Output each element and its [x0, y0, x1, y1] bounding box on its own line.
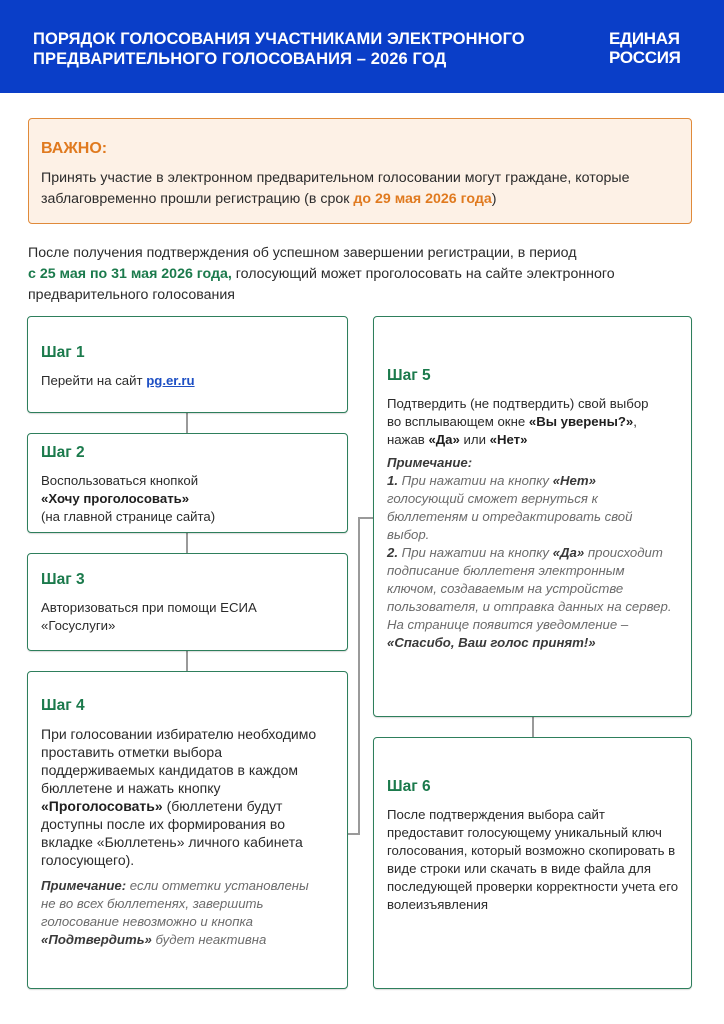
step-1-description: Перейти на сайт	[41, 373, 147, 388]
step-2-text	[41, 472, 331, 526]
step-5-confirmation-message: «Спасибо, Ваш голос принят!»	[387, 635, 596, 650]
step-5-note-2-after: происходит подписание бюллетеня электронным ключом, создаваемым на устройстве пользователя, и отправка данных на сервер. На странице появится уведомление –	[387, 545, 672, 632]
step-5-note-2-number: 2.	[387, 545, 398, 560]
step-1-card	[27, 316, 348, 413]
step-4-note-before: если отметки установлены не во всех бюллетенях, завершить голосование невозможно и кнопка	[41, 878, 309, 929]
page-title-line2: ПРЕДВАРИТЕЛЬНОГО ГОЛОСОВАНИЯ – 2026 ГОД	[33, 50, 447, 68]
step-5-no: «Нет»	[489, 432, 528, 447]
step-4-note-label: Примечание:	[41, 878, 127, 893]
step-5-note-1-button: «Нет»	[552, 473, 596, 488]
important-text	[41, 168, 681, 210]
step-4-note-after: будет неактивна	[151, 932, 267, 947]
step-5-note-2-before: При нажатии на кнопку	[398, 545, 553, 560]
step-2-card	[27, 433, 348, 533]
step-5-text-mid: , нажав	[387, 414, 637, 447]
party-logo	[609, 29, 681, 67]
step-2-line3: (на главной странице сайта)	[41, 509, 216, 524]
logo-line1: ЕДИНАЯ	[609, 29, 680, 48]
step-5-text-or: или	[459, 432, 490, 447]
step-1-text	[41, 372, 331, 390]
step-5-text-before: Подтвердить (не подтвердить) свой выбор во всплывающем окне	[387, 396, 649, 429]
connector-step4-step5-vertical	[358, 517, 360, 835]
step-5-dialog-name: «Вы уверены?»	[528, 414, 634, 429]
page-title-line1: ПОРЯДОК ГОЛОСОВАНИЯ УЧАСТНИКАМИ ЭЛЕКТРОННОГО	[33, 30, 525, 48]
connector-step1-step2	[186, 413, 188, 433]
step-2-button-name	[41, 490, 331, 508]
step-6-card	[373, 737, 692, 989]
important-notice	[28, 118, 692, 224]
step-5-title: Шаг 5	[387, 367, 431, 384]
page-title	[33, 29, 593, 69]
step-4-text-before: При голосовании избирателю необходимо проставить отметки выбора поддерживаемых кандидатов в каждом бюллетене и нажать кнопку	[41, 726, 317, 796]
registration-deadline: до 29 мая 2026 года	[353, 191, 492, 207]
step-1-title: Шаг 1	[41, 344, 85, 361]
step-5-note	[387, 454, 672, 652]
step-4-text-after: (бюллетени будут доступны после их формирования во вкладке «Бюллетень» личного кабинета голосующего).	[41, 798, 303, 868]
step-4-card	[27, 671, 348, 989]
step-5-note-2-button: «Да»	[552, 545, 585, 560]
step-2-title: Шаг 2	[41, 444, 85, 461]
intro-text-after: голосующий может проголосовать на сайте электронного предварительного голосования	[28, 266, 615, 303]
step-6-text: После подтверждения выбора сайт предоставит голосующему уникальный ключ голосования, который возможно скопировать в виде строки или скачать в виде файла для последующей проверки корректности учета его волеизъявления	[387, 807, 679, 912]
intro-paragraph	[28, 243, 698, 306]
voting-period: с 25 мая по 31 мая 2026 года,	[28, 266, 232, 282]
connector-step2-step3	[186, 533, 188, 553]
step-4-title: Шаг 4	[41, 697, 85, 714]
important-text-after: )	[491, 191, 497, 207]
logo-line2: РОССИЯ	[609, 48, 681, 67]
connector-step4-step5-top	[358, 517, 374, 519]
step-5-note-1-after: голосующий сможет вернуться к бюллетеням и отредактировать свой выбор.	[387, 491, 633, 542]
step-5-note-label: Примечание:	[387, 455, 473, 470]
vote-button-name: «Хочу проголосовать»	[41, 491, 190, 506]
step-5-yes: «Да»	[428, 432, 460, 447]
header-banner	[0, 0, 724, 93]
important-title: ВАЖНО:	[41, 140, 108, 157]
step-3-title: Шаг 3	[41, 571, 85, 588]
step-4-note-button: «Подтвердить»	[41, 932, 152, 947]
step-5-card	[373, 316, 692, 717]
step-5-note-1	[387, 472, 672, 544]
step-5-note-1-before: При нажатии на кнопку	[398, 473, 553, 488]
step-6-title: Шаг 6	[387, 778, 431, 795]
connector-step4-step5-bottom	[347, 833, 360, 835]
step-5-note-2	[387, 544, 672, 652]
connector-step3-step4	[186, 651, 188, 671]
step-4-text	[41, 725, 339, 869]
step-4-note	[41, 877, 326, 949]
step-5-note-1-number: 1.	[387, 473, 398, 488]
step-4-button-name: «Проголосовать»	[41, 798, 163, 814]
step-3-card	[27, 553, 348, 651]
step-3-text: Авторизоваться при помощи ЕСИА «Госуслуги»	[41, 600, 257, 633]
site-link[interactable]: pg.er.ru	[146, 373, 195, 388]
connector-step5-step6	[532, 717, 534, 737]
intro-text-before: После получения подтверждения об успешном завершении регистрации, в период	[28, 245, 577, 261]
step-5-text	[387, 395, 662, 449]
step-2-line1: Воспользоваться кнопкой	[41, 473, 199, 488]
important-text-before: Принять участие в электронном предварительном голосовании могут граждане, которые заблаговременно прошли регистрацию (в срок	[41, 170, 630, 207]
